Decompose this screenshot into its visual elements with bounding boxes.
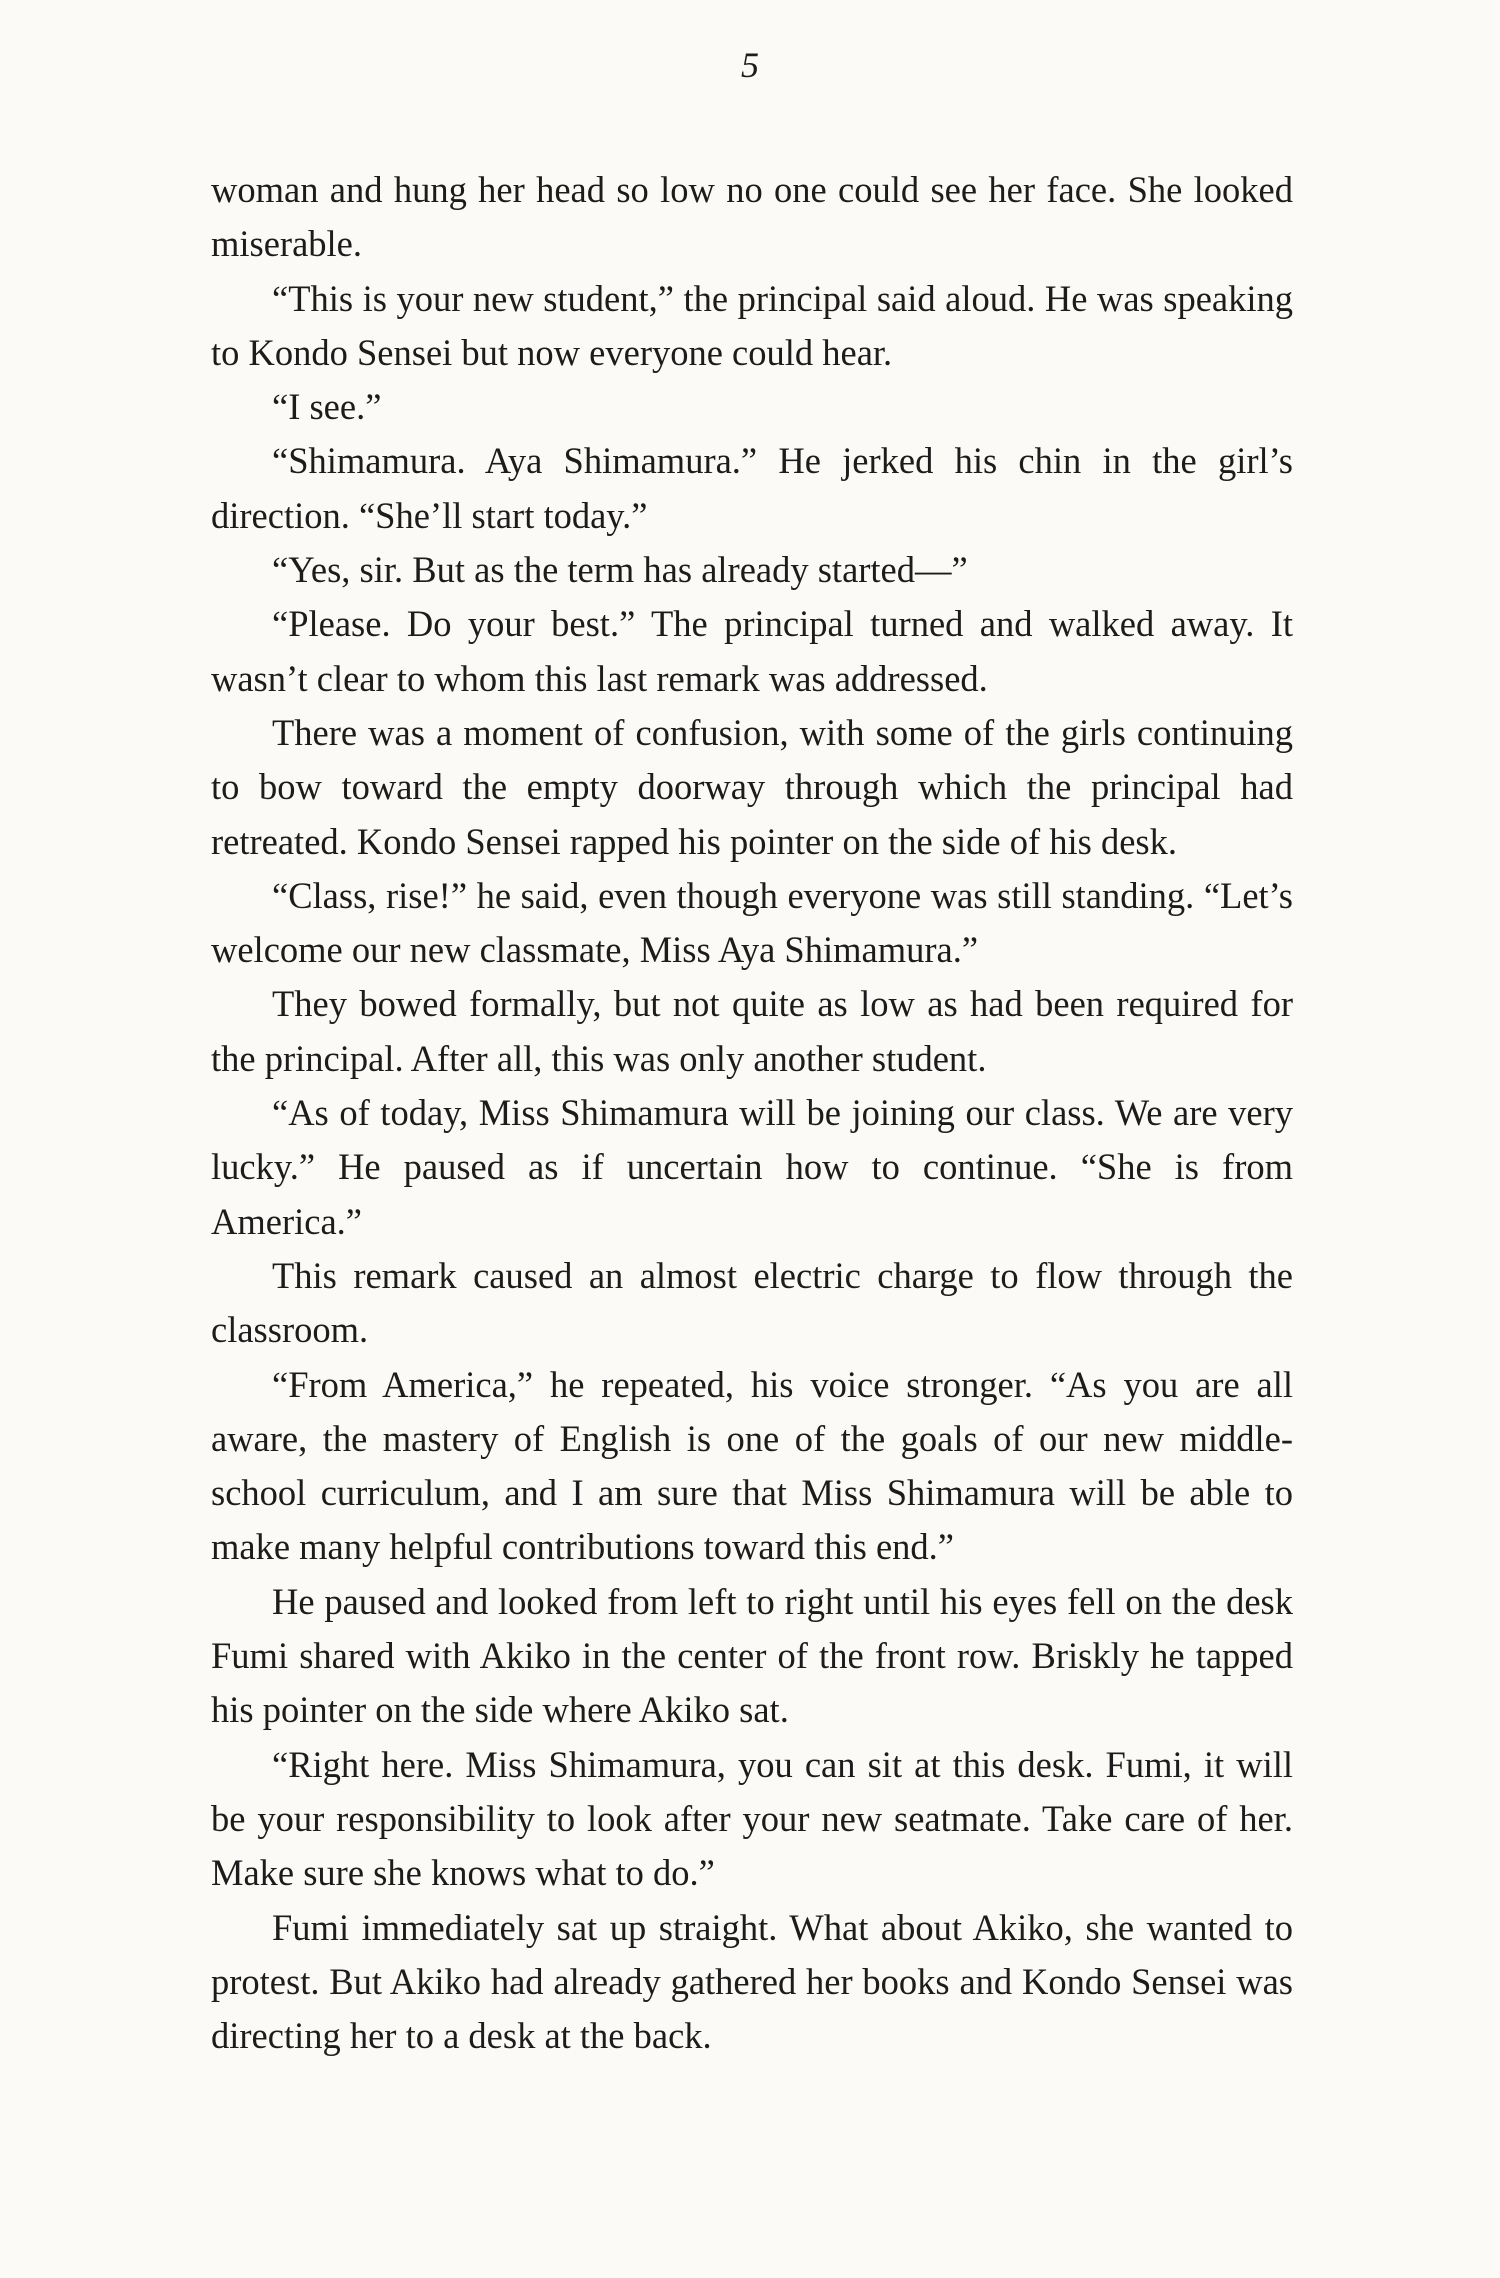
paragraph: “Right here. Miss Shimamura, you can sit at this desk. Fumi, it will be your responsibility to look after your new seatmate. Take care of her. Make sure she knows what to do.” [211,1743,1293,1894]
body-text [211,163,1293,2063]
paragraph: “Shimamura. Aya Shimamura.” He jerked his chin in the girl’s direction. “She’ll start today.” [211,440,1293,536]
paragraph: They bowed formally, but not quite as low as had been required for the principal. After all, this was only another student. [211,983,1293,1079]
paragraph: “Please. Do your best.” The principal turned and walked away. It wasn’t clear to whom this last remark was addressed. [211,603,1293,699]
paragraph: “From America,” he repeated, his voice stronger. “As you are all aware, the mastery of English is one of the goals of our new middle-school curriculum, and I am sure that Miss Shimamura will be able to make many helpful contributions toward this end.” [211,1363,1293,1568]
page-number: 5 [741,45,759,85]
paragraph: This remark caused an almost electric charge to flow through the classroom. [211,1254,1293,1351]
paragraph: There was a moment of confusion, with some of the girls continuing to bow toward the empty doorway through which the principal had retreated. Kondo Sensei rapped his pointer on the side of his desk. [211,711,1293,862]
paragraph: “As of today, Miss Shimamura will be joining our class. We are very lucky.” He paused as if uncertain how to continue. “She is from America.” [211,1092,1293,1242]
paragraph: “Class, rise!” he said, even though everyone was still standing. “Let’s welcome our new classmate, Miss Aya Shimamura.” [211,874,1293,971]
paragraph: woman and hung her head so low no one could see her face. She looked miserable. [211,169,1293,265]
paragraph: “I see.” [272,386,382,428]
paragraph: He paused and looked from left to right until his eyes fell on the desk Fumi shared with Akiko in the center of the front row. Briskly he tapped his pointer on the side where Akiko sat. [211,1580,1293,1731]
paragraph: “This is your new student,” the principal said aloud. He was speaking to Kondo Sensei but now everyone could hear. [211,277,1293,373]
paragraph: Fumi immediately sat up straight. What about Akiko, she wanted to protest. But Akiko had already gathered her books and Kondo Sensei was directing her to a desk at the back. [211,1906,1293,2057]
paragraph: “Yes, sir. But as the term has already started—” [272,549,968,591]
